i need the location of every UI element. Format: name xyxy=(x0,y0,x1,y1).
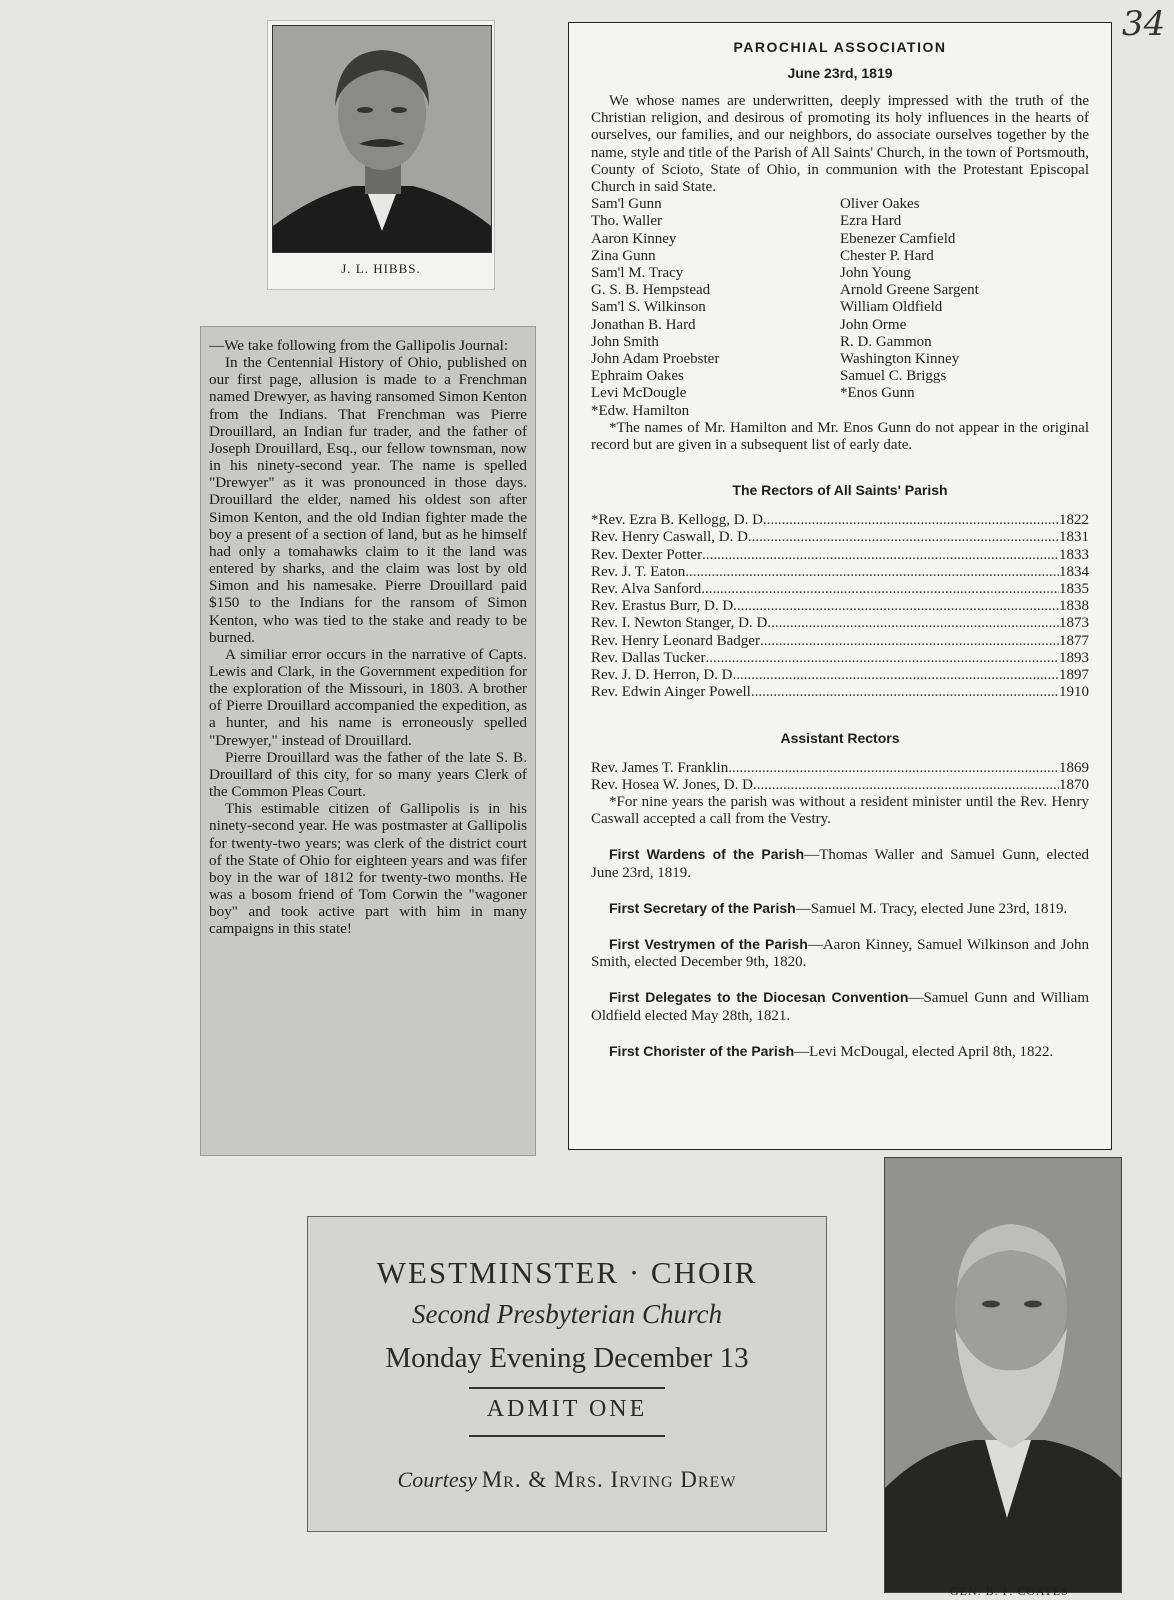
rector-year: 1822 xyxy=(1059,512,1089,529)
assistant-rector-year: 1869 xyxy=(1059,759,1089,776)
rector-year: 1893 xyxy=(1059,649,1089,666)
signatory-name: *Edw. Hamilton xyxy=(591,402,690,419)
rector-row xyxy=(591,615,1089,632)
ticket-rule-bottom xyxy=(469,1435,665,1437)
rector-name: Rev. Erastus Burr, D. D. xyxy=(591,598,737,615)
signatory-name: Zina Gunn xyxy=(591,247,656,264)
ticket-church: Second Presbyterian Church xyxy=(412,1299,722,1329)
signatory-names xyxy=(591,196,1089,420)
assistant-rectors-list xyxy=(591,760,1089,794)
rector-row xyxy=(591,564,1089,581)
signatory-name: Ezra Hard xyxy=(840,213,902,230)
rectors-list xyxy=(591,512,1089,701)
signatory-name: Chester P. Hard xyxy=(840,247,934,264)
rector-year: 1834 xyxy=(1059,563,1089,580)
ticket-courtesy-line xyxy=(308,1467,826,1493)
assistant-rector-row xyxy=(591,777,1089,794)
rector-name: Rev. Edwin Ainger Powell xyxy=(591,684,751,701)
first-vestrymen xyxy=(591,936,1089,971)
clipping-paragraph: A similiar error occurs in the narrative of Capts. Lewis and Clark, in the Government expedition for the exploration of the Missouri, in 1803. A brother of Pierre Drouillard accompanied the expedition, as a hunter, and his name is erroneously spelled "Drewyer," instead of Drouillard. xyxy=(209,645,527,749)
parochial-date: June 23rd, 1819 xyxy=(787,65,893,81)
signatory-names-left xyxy=(591,196,840,420)
rector-row xyxy=(591,684,1089,701)
assistant-rector-year: 1870 xyxy=(1059,776,1089,793)
rector-name: Rev. J. T. Eaton xyxy=(591,563,686,580)
ticket-title: WESTMINSTER · CHOIR xyxy=(376,1255,758,1290)
first-secretary-label: First Secretary of the Parish xyxy=(609,899,796,916)
rector-row xyxy=(591,650,1089,667)
rector-year: 1877 xyxy=(1059,632,1089,649)
rector-name: Rev. I. Newton Stanger, D. D. xyxy=(591,615,772,632)
signatory-name: Washington Kinney xyxy=(840,351,960,368)
signatory-name: Aaron Kinney xyxy=(591,230,677,247)
assistant-footnote: *For nine years the parish was without a resident minister until the Rev. Henry Caswall accepted a call from the Vestry. xyxy=(591,793,1089,828)
signatory-name: Jonathan B. Hard xyxy=(591,316,696,333)
clipping-paragraph: Pierre Drouillard was the father of the late S. B. Drouillard of this city, for so many years Clerk of the Common Pleas Court. xyxy=(209,748,527,801)
rector-row xyxy=(591,529,1089,546)
rector-name: Rev. J. D. Herron, D. D. xyxy=(591,667,737,684)
first-delegates xyxy=(591,989,1089,1024)
rector-year: 1873 xyxy=(1059,615,1089,632)
signatory-name: John Orme xyxy=(840,316,907,333)
assistant-rector-name: Rev. Hosea W. Jones, D. D. xyxy=(591,776,757,793)
signatory-name: Oliver Oakes xyxy=(840,196,920,213)
rector-year: 1897 xyxy=(1059,667,1089,684)
parochial-title: PAROCHIAL ASSOCIATION xyxy=(733,39,947,55)
first-wardens-label: First Wardens of the Parish xyxy=(609,846,805,863)
rector-name: Rev. Dexter Potter xyxy=(591,546,703,563)
rector-row xyxy=(591,512,1089,529)
rector-year: 1835 xyxy=(1059,581,1089,598)
rector-name: Rev. Henry Caswall, D. D. xyxy=(591,529,752,546)
rector-year: 1833 xyxy=(1059,546,1089,563)
rector-row xyxy=(591,633,1089,650)
signatory-name: Ephraim Oakes xyxy=(591,368,684,385)
first-delegates-text: —Samuel Gunn and William Oldfield elected May 28th, 1821. xyxy=(591,990,1090,1024)
newspaper-clipping xyxy=(200,326,536,1156)
parochial-body: We whose names are underwritten, deeply impressed with the truth of the Christian religion, and desirous of promoting its holy influences in the hearts of ourselves, our families, and our neighbors, do associate ourselves together by the name, style and title of the Parish of All Saints' Church, in the town of Portsmouth, County of Scioto, State of Ohio, in communion with the Protestant Episcopal Church in said State. xyxy=(591,93,1089,196)
rector-row xyxy=(591,581,1089,598)
portrait-hibbs-photo xyxy=(272,25,492,253)
ticket-date: Monday Evening December 13 xyxy=(385,1342,749,1374)
first-chorister-text: —Levi McDougal, elected April 8th, 1822. xyxy=(794,1043,1054,1060)
rectors-heading: The Rectors of All Saints' Parish xyxy=(732,482,948,499)
ticket-admit: ADMIT ONE xyxy=(486,1396,648,1422)
first-chorister-label: First Chorister of the Parish xyxy=(609,1042,795,1059)
clipping-intro: —We take following from the Gallipolis Journal: xyxy=(209,337,509,354)
rector-year: 1831 xyxy=(1059,529,1089,546)
rector-name: Rev. Dallas Tucker xyxy=(591,649,706,666)
signatory-name: Samuel C. Briggs xyxy=(840,368,947,385)
rector-row xyxy=(591,598,1089,615)
parochial-association-document xyxy=(568,22,1112,1150)
choir-ticket xyxy=(307,1216,827,1532)
signatory-name: Arnold Greene Sargent xyxy=(840,282,979,299)
assistant-rector-row xyxy=(591,760,1089,777)
clipping-paragraph: This estimable citizen of Gallipolis is in his ninety-second year. He was postmaster at Gallipolis for twenty-two years; was clerk of the district court of the State of Ohio for eighteen years and was fifer boy in the war of 1812 for twenty-two months. He was a bosom friend of Tom Corwin the "wagoner boy" and took active part with him in many campaigns in this state! xyxy=(209,800,527,938)
portrait-coates-caption: GEN. B. F. COATES xyxy=(950,1584,1069,1598)
signatory-name: Tho. Waller xyxy=(591,213,662,230)
first-wardens xyxy=(591,846,1089,881)
rector-row xyxy=(591,667,1089,684)
portrait-coates-photo xyxy=(884,1157,1122,1593)
first-secretary xyxy=(591,900,1089,918)
ticket-rule-top xyxy=(469,1387,665,1389)
signatory-name: *Enos Gunn xyxy=(840,385,915,402)
signatory-name: John Young xyxy=(840,265,911,282)
signatory-name: G. S. B. Hempstead xyxy=(591,282,711,299)
first-chorister xyxy=(591,1043,1089,1061)
rector-row xyxy=(591,547,1089,564)
first-secretary-text: —Samuel M. Tracy, elected June 23rd, 1819. xyxy=(795,900,1068,917)
signatory-name: Sam'l M. Tracy xyxy=(591,265,684,282)
first-wardens-text: —Thomas Waller and Samuel Gunn, elected June 23rd, 1819. xyxy=(591,847,1090,881)
rector-name: Rev. Henry Leonard Badger xyxy=(591,632,760,649)
signatory-name: Sam'l Gunn xyxy=(591,196,662,213)
signatory-name: Levi McDougle xyxy=(591,385,687,402)
first-vestrymen-label: First Vestrymen of the Parish xyxy=(609,935,808,952)
signatory-name: Sam'l S. Wilkinson xyxy=(591,299,706,316)
ticket-hosts: Mr. & Mrs. Irving Drew xyxy=(481,1467,737,1492)
signatory-name: William Oldfield xyxy=(840,299,943,316)
rector-year: 1910 xyxy=(1059,684,1089,701)
signatory-name: R. D. Gammon xyxy=(840,333,932,350)
first-delegates-label: First Delegates to the Diocesan Convention xyxy=(609,989,909,1006)
names-footnote: *The names of Mr. Hamilton and Mr. Enos Gunn do not appear in the original record but are given in a subsequent list of early date. xyxy=(591,419,1089,454)
signatory-name: John Smith xyxy=(591,333,659,350)
signatory-name: Ebenezer Camfield xyxy=(840,230,956,247)
ticket-courtesy: Courtesy xyxy=(397,1467,477,1492)
rector-name: Rev. Alva Sanford xyxy=(591,581,702,598)
page-number-annotation: 34 xyxy=(1122,4,1166,44)
signatory-name: John Adam Proebster xyxy=(591,351,720,368)
rector-name: *Rev. Ezra B. Kellogg, D. D. xyxy=(591,512,767,529)
portrait-hibbs xyxy=(267,20,495,290)
rector-year: 1838 xyxy=(1059,598,1089,615)
assistant-rectors-heading: Assistant Rectors xyxy=(780,729,900,746)
clipping-paragraph: In the Centennial History of Ohio, published on our first page, allusion is made to a Frenchman named Drewyer, as having ransomed Simon Kenton from the Indians. That Frenchman was Pierre Drouillard, an Indian fur trader, and the father of Joseph Drouillard, Esq., our fellow townsman, now in his ninety-second year. The name is spelled "Drewyer" as it was pronounced in those days. Drouillard the elder, named his oldest son after Simon Kenton, and the old Indian fighter made the boy a present of a section of land, but as he himself had only a tomahawks claim to it the land was entered by sharks, and the claim was lost by old Simon and his namesake. Pierre Drouillard paid $150 to the Indians for the ransom of Simon Kenton, who was tied to the stake and ready to be burned. xyxy=(209,354,527,646)
first-vestrymen-text: —Aaron Kinney, Samuel Wilkinson and John Smith, elected December 9th, 1820. xyxy=(591,936,1089,971)
portrait-hibbs-caption: J. L. HIBBS. xyxy=(341,261,421,276)
signatory-names-right xyxy=(840,196,1089,420)
assistant-rector-name: Rev. James T. Franklin xyxy=(591,759,729,776)
